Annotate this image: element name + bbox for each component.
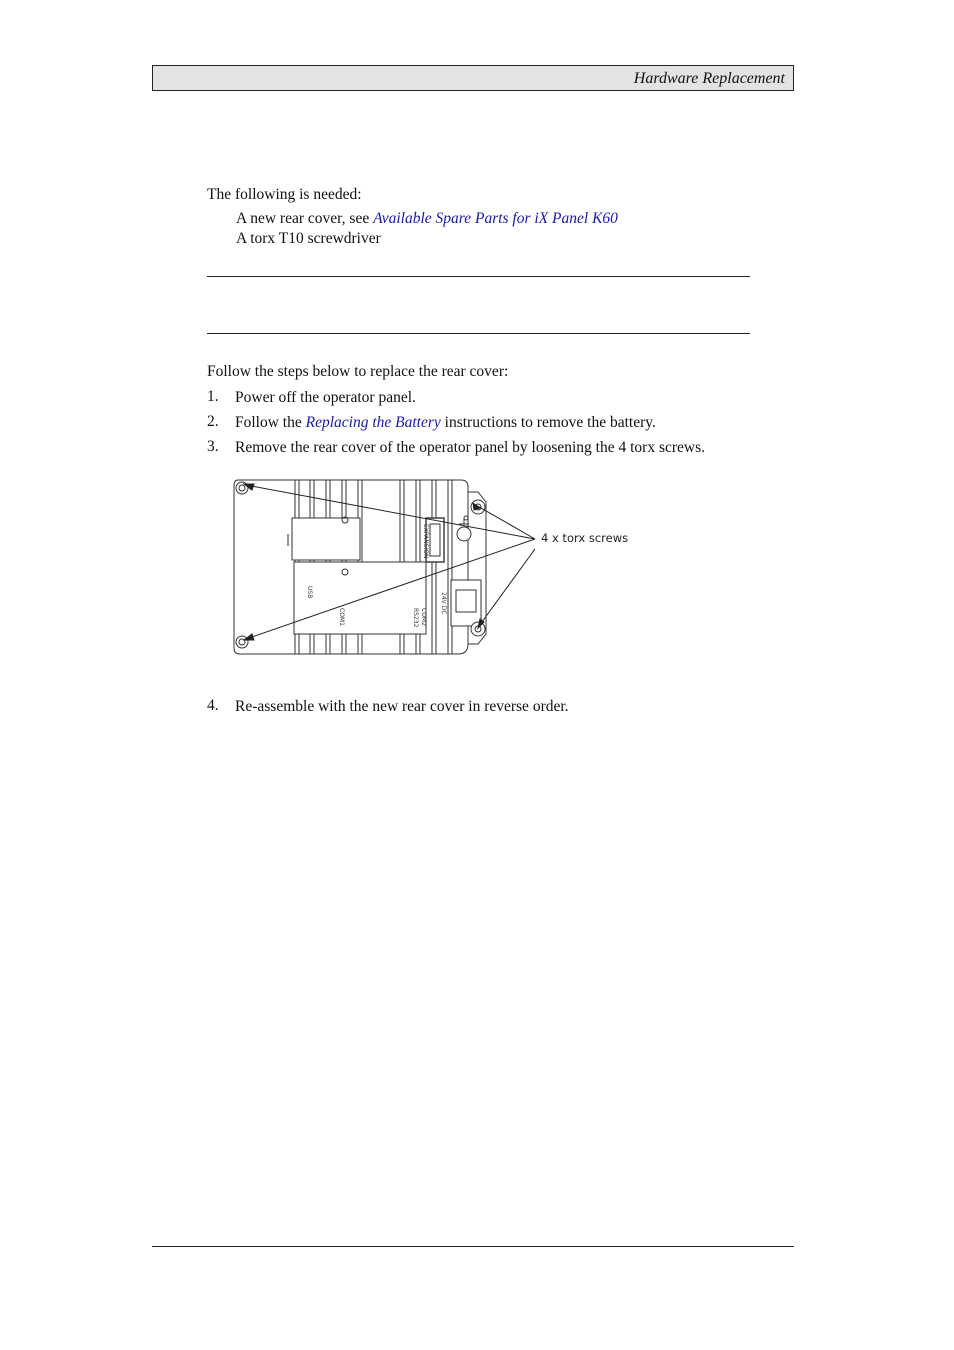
needed-item-rear-cover [236, 209, 618, 229]
step-1-number: 1. [207, 388, 219, 405]
label-com1: COM1 [338, 608, 345, 626]
step-4-number: 4. [207, 697, 219, 714]
step-1-text: Power off the operator panel. [235, 389, 416, 406]
footer-rule [152, 1246, 794, 1247]
label-usb: USB [306, 586, 313, 599]
step-3-text: Remove the rear cover of the operator panel by loosening the 4 torx screws. [235, 439, 706, 456]
label-power: 24V DC [440, 592, 447, 615]
step-4-text: Re-assemble with the new rear cover in reverse order. [235, 698, 569, 715]
ground-terminal [457, 527, 471, 541]
step-2-text [235, 413, 656, 433]
section-rule-top [207, 276, 750, 277]
label-expansion: EXPANSION [422, 524, 429, 559]
rear-cover-figure [228, 474, 648, 660]
figure-callout-label: 4 x torx screws [541, 531, 629, 545]
needed-item-screwdriver: A torx T10 screwdriver [236, 230, 381, 247]
step-3-number: 3. [207, 438, 219, 455]
procedure-intro: Follow the steps below to replace the rear cover: [207, 363, 509, 380]
label-com2: COM2 [420, 608, 427, 626]
needed-intro: The following is needed: [207, 186, 362, 203]
running-header [152, 65, 794, 91]
section-rule-bottom [207, 333, 750, 334]
replacing-battery-link[interactable]: Replacing the Battery [305, 414, 441, 431]
needed-item-prefix: A new rear cover, see [236, 210, 374, 227]
step-2-prefix: Follow the [235, 414, 306, 431]
spare-parts-link[interactable]: Available Spare Parts for iX Panel K60 [373, 210, 618, 227]
step-2-number: 2. [207, 413, 219, 430]
header-title: Hardware Replacement [633, 70, 785, 87]
step-2-suffix: instructions to remove the battery. [440, 414, 656, 431]
battery-cover [292, 518, 360, 560]
label-rs232: RS232 [412, 608, 419, 628]
